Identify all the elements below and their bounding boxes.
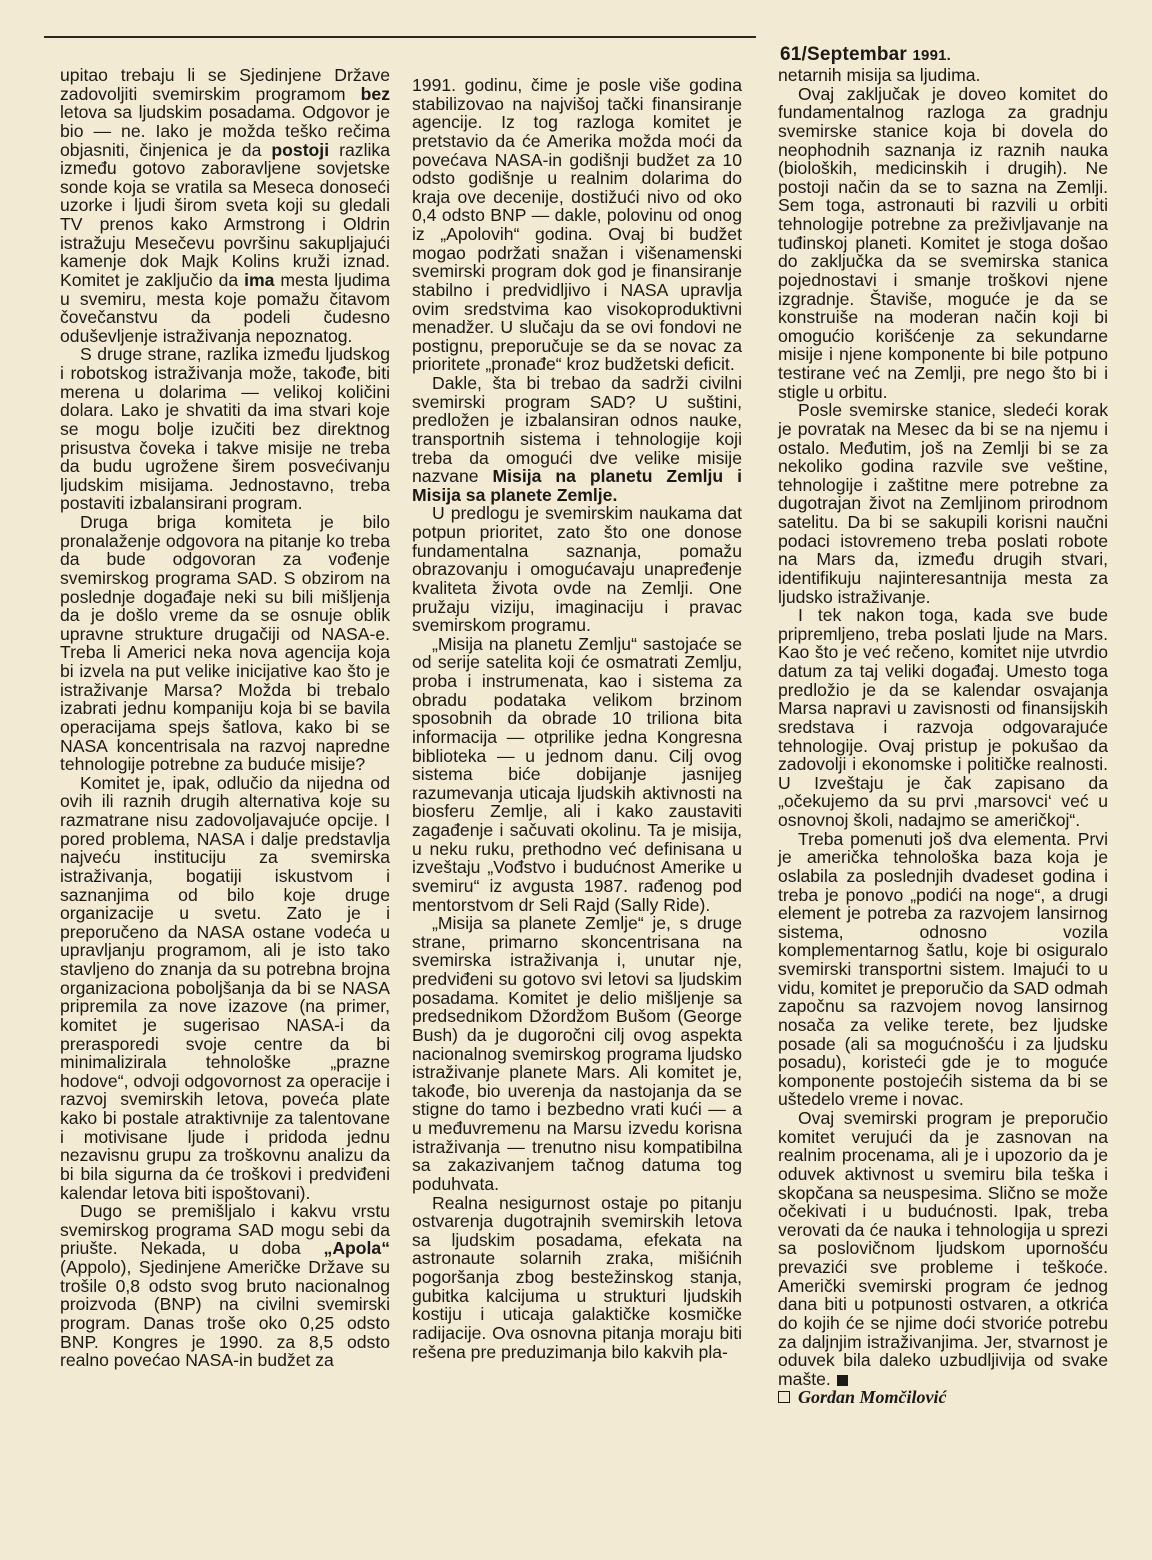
paragraph: 1991. godinu, čime je posle više godina stabilizovao na najvišoj tački finansiranje agencije. Iz tog razloga komitet je pretstavio da će Amerika možda moći da povećava NASA-in godišnji budžet za 10 odsto godišnje u realnim dolarima do kraja ove decenije, dostižući nivo od oko 0,4 odsto BNP — dakle, polovinu od onog iz „Apolovih“ godina. Ovaj bi budžet mogao podržati snažan i višenamenski svemirski program dok god je finansiranje stabilno i predvidljivo i NASA upravlja ovim sredstvima kao visokoproduktivni menadžer. U slučaju da se ovi fondovi ne postignu, preporučuje se da se novac za prioritete „pronađe“ kroz budžetski deficit. bbox=[412, 75, 742, 375]
end-of-article-square-icon bbox=[837, 1375, 848, 1386]
hollow-square-icon bbox=[778, 1391, 790, 1403]
author-name: Gordan Momčilović bbox=[798, 1387, 947, 1408]
paragraph: Ovaj svemirski program je preporučio komitet verujući da je zasnovan na realnim procenama, ali je i upozorio da je oduvek aktivnost u svemiru bila teška i skopčana sa neuspesima. Slično se može očekivati i u budućnosti. Ipak, treba verovati da će nauka i tehnologija u sprezi sa poslovičnom ljudskom upornošću prevazići sve probleme i teškoće. Američki svemirski program će jednog dana biti u potpunosti ostvaren, a otkrića do kojih će se njime doći stvoriće potrebu za daljnjim istraživanjima. Jer, stvarnost je oduvek bila daleko uzbudljivija od svake mašte. bbox=[778, 1108, 1108, 1389]
article-column-2 bbox=[412, 76, 742, 1361]
article-column-1 bbox=[60, 66, 390, 1370]
issue-year: 1991. bbox=[912, 47, 952, 64]
author-byline bbox=[778, 1388, 1108, 1407]
header-rule bbox=[44, 36, 756, 38]
paragraph: Dugo se premišljalo i kakvu vrstu svemirskog programa SAD mogu sebi da priušte. Nekada, u doba „Apola“ (Appolo), Sjedinjene Američke Države su trošile 0,8 odsto svog bruto nacionalnog proizvoda (BNP) na civilni svemirski program. Danas troše oko 0,25 odsto BNP. Kongres je 1990. za 8,5 odsto realno povećao NASA-in budžet za bbox=[60, 1201, 390, 1371]
page-folio bbox=[780, 44, 951, 66]
issue-month: Septembar bbox=[807, 44, 908, 65]
paragraph: Ovaj zaključak je doveo komitet do fundamentalnog razloga za gradnju svemirske stanice koja bi dovela do neophodnih saznanja iz raznih nauka (bioloških, medicinskih i drugih). Ne postoji način da se to sazna na Zemlji. Sem toga, astronauti bi razvili u orbiti tehnologije potrebne za preživljavanje na tuđinskoj planeti. Komitet je stoga došao do zaključka da se svemirska stanica pojednostavi i smanje troškovi njene izgradnje. Štaviše, moguće je da se konstruiše na moderan način koji bi omogućio korišćenje za sekundarne misije i njene komponente bi bile potpuno testirane već na Zemlji, pre nego što bi i stigle u orbitu. bbox=[778, 83, 1108, 402]
paragraph: netarnih misija sa ljudima. bbox=[778, 65, 981, 85]
paragraph: upitao trebaju li se Sjedinjene Države zadovoljiti svemirskim programom bez letova sa ljudskim posadama. Odgovor je bio — ne. Iako je možda teško rečima objasniti, činjenica je da postoji razlika između gotovo zaboravljene sovjetske sonde koja se vratila sa Meseca donoseći uzorke i ljudi širom sveta koji su gledali TV prenos kako Armstrong i Oldrin istražuju Mesečevu površinu sakupljajući kamenje dok Majk Kolins kruži iznad. Komitet je zaključio da ima mesta ljudima u svemiru, mesta koje pomažu čitavom čovečanstvu da podeli čudesno oduševljenje istraživanja nepoznatog. bbox=[60, 65, 390, 346]
paragraph: Posle svemirske stanice, sledeći korak je povratak na Mesec da bi se na njemu i ostalo. Međutim, još na Zemlji bi se za nekoliko godina razvile sve veštine, tehnologije i zaštitne mere potrebne za dugotrajan život na Zemljinom prirodnom satelitu. Da bi se sakupili korisni naučni podaci istovremeno treba poslati robote na Mars da, između drugih stvari, identifikuju najinteresantnija mesta za ljudsko istraživanje. bbox=[778, 400, 1108, 607]
paragraph: Treba pomenuti još dva elementa. Prvi je američka tehnološka baza koja je oslabila za poslednjih dvadeset godina i treba je ponovo „podići na noge“, a drugi element je potreba za razvojem lansirnog sistema, odnosno vozila komplementarnog šatlu, koje bi osiguralo svemirski transportni sistem. Imajući to u vidu, komitet je preporučio da SAD odmah započnu sa razvojem novog lansirnog nosača za velike terete, bez ljudske posade (ali sa mogućnošću i za ljudsku posadu), koristeći gde je to moguće komponente postojećih sistema da bi se uštedelo vreme i novac. bbox=[778, 828, 1108, 1110]
page-number: 61/ bbox=[780, 44, 808, 65]
paragraph: Komitet je, ipak, odlučio da nijedna od ovih ili raznih drugih alternativa koje su razmatrane nisu zadovoljavajuće opcije. I pored problema, NASA i dalje predstavlja najveću instituciju za svemirska istraživanja, bogatiji iskustvom i saznanjima od bilo koje druge organizacije u svetu. Zato je i preporučeno da NASA ostane vodeća u upravljanju programom, ali je isto tako stavljeno do znanja da su potrebna brojna organizaciona poboljšanja da bi se NASA pripremila za nove izazove (na primer, komitet je sugerisao NASA-i da prerasporedi svoje centre da bi minimalizirala tehnološke „prazne hodove“, odvoji odgovornost za operacije i razvoj svemirskih letova, poveća plate kako bi postale atraktivnije za talentovane i motivisane ljude i pridoda jednu nezavisnu grupu za troškovnu analizu da bi bila sigurna da će troškovi i predviđeni kalendar letova biti ispoštovani). bbox=[60, 772, 390, 1203]
paragraph: Dakle, šta bi trebao da sadrži civilni svemirski program SAD? U suštini, predložen je izbalansiran odnos nauke, transportnih sistema i tehnologije koji treba da omogući dve velike misije nazvane Misija na planetu Zemlju i Misija sa planete Zemlje. bbox=[412, 373, 742, 505]
paragraph: U predlogu je svemirskim naukama dat potpun prioritet, zato što one donose fundamentalna saznanja, pomažu obrazovanju i omogućavaju unapređenje kvaliteta života ovde na Zemlji. One pružaju viziju, imaginaciju i pravac svemirskom programu. bbox=[412, 503, 742, 636]
paragraph: Druga briga komiteta je bilo pronalaženje odgovora na pitanje ko treba da bude odgovoran za vođenje svemirskog programa SAD. S obzirom na poslednje događaje neki su bili mišljenja da je došlo vreme da se osnuje oblik upravne strukture drugačiji od NASA-e. Treba li Americi neka nova agencija koja bi izvela na put velike inicijative kao što je istraživanje Marsa? Možda bi trebalo izabrati jednu kompaniju koja bi se bavila operacijama spejs šatlova, kako bi se NASA koncentrisala na razvoj napredne tehnologije potrebne za buduće misije? bbox=[60, 512, 390, 775]
paragraph: „Misija sa planete Zemlje“ je, s druge strane, primarno skoncentrisana na svemirska istraživanja i, unutar nje, predviđeni su gotovo svi letovi sa ljudskim posadama. Komitet je delio mišljenje sa predsednikom Džordžom Bušom (George Bush) da je dugoročni cilj ovog aspekta nacionalnog svemirskog programa ljudsko istraživanje planete Mars. Ali komitet je, takođe, bio uverenja da nastojanja da se stigne do tamo i bezbedno vrati kući — a u međuvremenu na Marsu izvedu korisna istraživanja — trenutno nisu kompatibilna sa zakazivanjem tačnog datuma tog poduhvata. bbox=[412, 913, 742, 1194]
paragraph: Realna nesigurnost ostaje po pitanju ostvarenja dugotrajnih svemirskih letova sa ljudskim posadama, efekata na astronaute solarnih zraka, mišićnih pogoršanja zbog bestežinskog stanja, gubitka kalcijuma u strukturi ljudskih kostiju i uticaja galaktičke kosmičke radijacije. Ova osnovna pitanja moraju biti rešena pre preduzimanja bilo kakvih pla- bbox=[412, 1192, 742, 1362]
paragraph: I tek nakon toga, kada sve bude pripremljeno, treba poslati ljude na Mars. Kao što je već rečeno, komitet nije utvrdio datum za taj veliki događaj. Umesto toga predložio je da se kalendar osvajanja Marsa napravi u zavisnosti od finansijskih sredstava i razvoja odgovarajuće tehnologije. Ovaj pristup je pokušao da zadovolji i ekonomske i političke realnosti. U Izveštaju je čak zapisano da „očekujemo da su prvi ‚marsovci‘ već u osnovnoj školi, nadajmo se američkoj“. bbox=[778, 605, 1108, 830]
paragraph: „Misija na planetu Zemlju“ sastojaće se od serije satelita koji će osmatrati Zemlju, proba i instrumenata, kao i sistema za obradu podataka velikom brzinom sposobnih da obrade 10 triliona bita informacija — otprilike jedna Kongresna biblioteka — u jednom danu. Cilj ovog sistema biće dobijanje jasnijeg razumevanja uticaja ljudskih aktivnosti na biosferu Zemlje, ali i kako zaustaviti zagađenje i sačuvati okolinu. Ta je misija, u neku ruku, prethodno već definisana u izveštaju „Vođstvo i budućnost Amerike u svemiru“ iz avgusta 1987. rađenog pod mentorstvom dr Seli Rajd (Sally Ride). bbox=[412, 633, 742, 915]
paragraph: S druge strane, razlika između ljudskog i robotskog istraživanja može, takođe, biti merena u dolarima — velikoj količini dolara. Lako je shvatiti da ima stvari koje se mogu bolje izučiti bez direktnog prisustva čoveka i takve misije ne treba da budu ugrožene širem posvećivanju ljudskim misijama. Jednostavno, treba postaviti izbalansirani program. bbox=[60, 344, 390, 514]
article-column-3 bbox=[778, 66, 1108, 1407]
